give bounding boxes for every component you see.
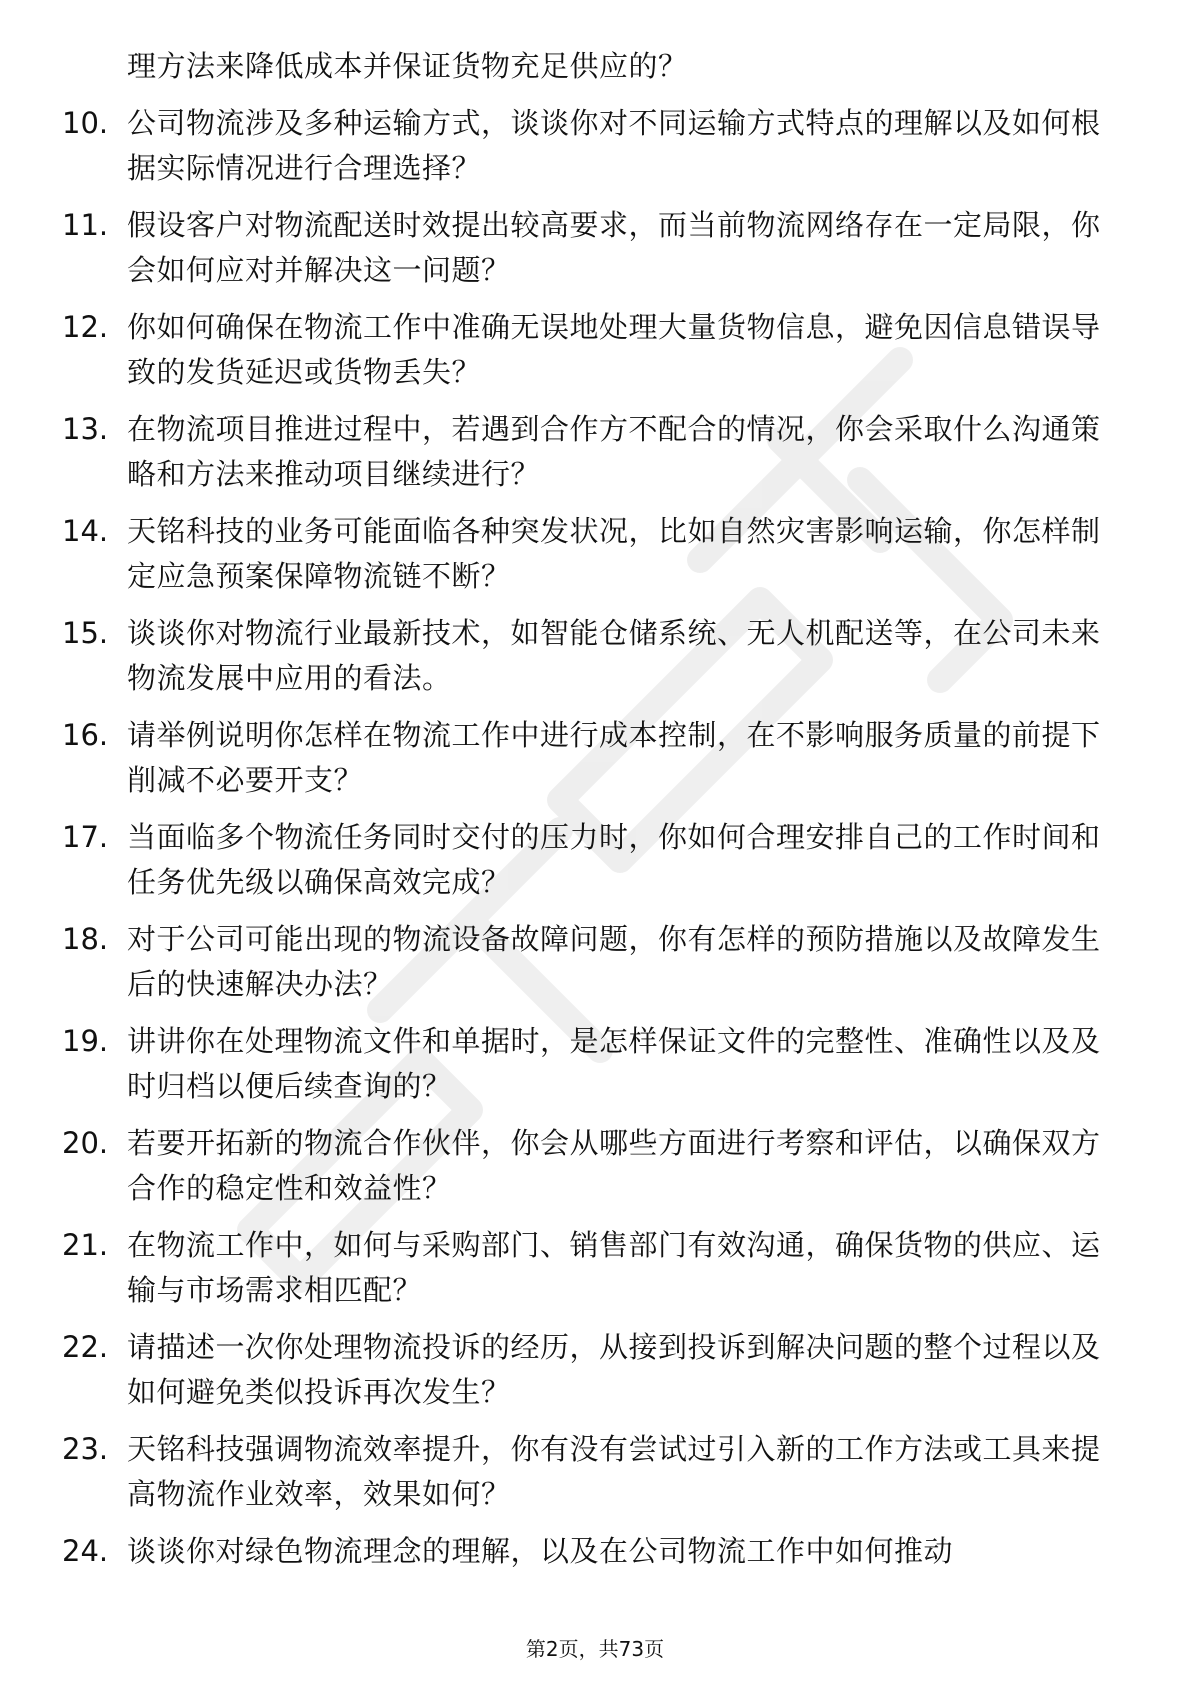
question-number: 17. — [62, 820, 109, 854]
question-number: 20. — [62, 1126, 109, 1160]
question-number: 18. — [62, 922, 109, 956]
question-text: 请描述一次你处理物流投诉的经历，从接到投诉到解决问题的整个过程以及如何避免类似投诉再次发生？ — [127, 1330, 1101, 1409]
question-number: 10. — [62, 106, 109, 140]
list-item — [62, 101, 1142, 191]
list-item — [62, 509, 1142, 599]
list-item — [62, 1529, 1142, 1574]
question-number: 21. — [62, 1228, 109, 1262]
list-item — [62, 1019, 1142, 1109]
list-item — [62, 203, 1142, 293]
list-item — [62, 1427, 1142, 1517]
question-text: 讲讲你在处理物流文件和单据时，是怎样保证文件的完整性、准确性以及及时归档以便后续查询的？ — [127, 1024, 1101, 1103]
question-number: 19. — [62, 1024, 109, 1058]
continued-question-text: 理方法来降低成本并保证货物充足供应的？ — [127, 49, 688, 83]
question-number: 15. — [62, 616, 109, 650]
question-number: 16. — [62, 718, 109, 752]
question-number: 24. — [62, 1534, 109, 1568]
question-text: 若要开拓新的物流合作伙伴，你会从哪些方面进行考察和评估，以确保双方合作的稳定性和效益性？ — [127, 1126, 1101, 1205]
question-text: 谈谈你对物流行业最新技术，如智能仓储系统、无人机配送等，在公司未来物流发展中应用的看法。 — [127, 616, 1101, 695]
question-text: 当面临多个物流任务同时交付的压力时，你如何合理安排自己的工作时间和任务优先级以确保高效完成？ — [127, 820, 1101, 899]
list-item — [62, 1223, 1142, 1313]
list-item — [62, 611, 1142, 701]
question-text: 公司物流涉及多种运输方式，谈谈你对不同运输方式特点的理解以及如何根据实际情况进行合理选择？ — [127, 106, 1101, 185]
list-item — [62, 713, 1142, 803]
question-text: 对于公司可能出现的物流设备故障问题，你有怎样的预防措施以及故障发生后的快速解决办法？ — [127, 922, 1101, 1001]
question-number: 14. — [62, 514, 109, 548]
question-text: 天铭科技强调物流效率提升，你有没有尝试过引入新的工作方法或工具来提高物流作业效率，效果如何？ — [127, 1432, 1101, 1511]
question-number: 11. — [62, 208, 109, 242]
question-number: 13. — [62, 412, 109, 446]
list-item — [62, 407, 1142, 497]
list-item — [62, 815, 1142, 905]
list-item — [62, 1325, 1142, 1415]
question-text: 在物流项目推进过程中，若遇到合作方不配合的情况，你会采取什么沟通策略和方法来推动项目继续进行？ — [127, 412, 1101, 491]
question-text: 假设客户对物流配送时效提出较高要求，而当前物流网络存在一定局限，你会如何应对并解决这一问题？ — [127, 208, 1101, 287]
list-item — [62, 917, 1142, 1007]
question-text: 谈谈你对绿色物流理念的理解，以及在公司物流工作中如何推动 — [127, 1534, 954, 1568]
question-text: 天铭科技的业务可能面临各种突发状况，比如自然灾害影响运输，你怎样制定应急预案保障物流链不断？ — [127, 514, 1101, 593]
question-number: 23. — [62, 1432, 109, 1466]
question-text: 你如何确保在物流工作中准确无误地处理大量货物信息，避免因信息错误导致的发货延迟或货物丢失？ — [127, 310, 1101, 389]
list-item — [62, 305, 1142, 395]
page-number-footer: 第2页，共73页 — [525, 1637, 665, 1661]
question-text: 请举例说明你怎样在物流工作中进行成本控制，在不影响服务质量的前提下削减不必要开支？ — [127, 718, 1101, 797]
list-item — [62, 1121, 1142, 1211]
question-number: 22. — [62, 1330, 109, 1364]
question-text: 在物流工作中，如何与采购部门、销售部门有效沟通，确保货物的供应、运输与市场需求相匹配？ — [127, 1228, 1101, 1307]
question-number: 12. — [62, 310, 109, 344]
question-list — [62, 44, 1142, 1586]
